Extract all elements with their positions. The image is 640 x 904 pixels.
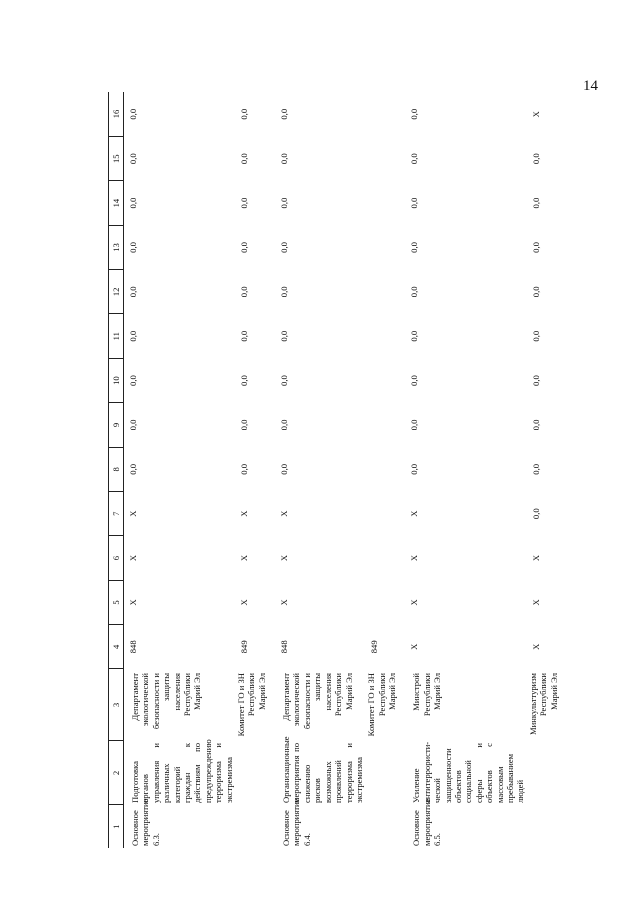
value-cell-col-13: 0,0	[530, 242, 541, 253]
value-cell-col-14: 0,0	[409, 197, 420, 209]
value-cell-col-9	[365, 403, 405, 447]
budget-table	[108, 92, 587, 848]
value-cell-col-16: 0,0	[279, 108, 290, 120]
executor-cell: Комитет ГО и ЗН Республики Марий Эл	[366, 673, 398, 737]
page-number: 14	[583, 78, 598, 94]
header-row	[109, 92, 124, 848]
value-cell-col-12: 0,0	[409, 286, 420, 298]
column-header-10: 10	[109, 358, 124, 402]
value-cell-col-4: 848	[128, 640, 138, 654]
value-cell-col-16: 0,0	[409, 108, 420, 120]
value-cell-col-13: 0,0	[128, 242, 138, 253]
table-row	[124, 92, 236, 848]
table-row	[405, 92, 526, 848]
value-cell-col-6: X	[239, 554, 250, 562]
value-cell-col-11: 0,0	[279, 330, 290, 342]
value-cell-col-14: 0,0	[530, 197, 541, 209]
executor-cell: Минстрой Республики Марий Эл	[411, 673, 443, 717]
value-cell-col-12: 0,0	[128, 286, 138, 298]
value-cell-col-6: X	[128, 554, 138, 562]
table-body	[124, 92, 587, 848]
column-header-12: 12	[109, 270, 124, 314]
measure-name-cell: Усиление антитеррористи-ческой защищенности объектов социальной сферы и объектов с массовым пребыванием людей	[411, 741, 526, 803]
value-cell-col-15: 0,0	[409, 153, 420, 165]
column-header-9: 9	[109, 403, 124, 447]
value-cell-col-13: 0,0	[239, 242, 250, 253]
value-cell-col-14: 0,0	[279, 197, 290, 209]
value-cell-col-10: 0,0	[409, 375, 420, 386]
column-header-16: 16	[109, 92, 124, 137]
value-cell-col-15: 0,0	[530, 153, 541, 165]
value-cell-col-7: X	[239, 510, 250, 517]
table-row	[527, 92, 587, 848]
table-row	[365, 92, 405, 848]
column-header-14: 14	[109, 181, 124, 225]
value-cell-col-12: 0,0	[530, 286, 541, 298]
value-cell-col-9: 0,0	[530, 419, 541, 431]
value-cell-col-16: X	[530, 111, 541, 118]
value-cell-col-10: 0,0	[239, 375, 250, 386]
column-header-5: 5	[109, 580, 124, 624]
value-cell-col-4: 849	[239, 640, 250, 654]
value-cell-col-5: X	[128, 599, 138, 606]
value-cell-col-9: 0,0	[128, 419, 138, 431]
column-header-15: 15	[109, 137, 124, 181]
value-cell-col-14: 0,0	[128, 197, 138, 209]
value-cell-col-13: 0,0	[409, 242, 420, 253]
value-cell-col-4: 848	[279, 640, 290, 654]
value-cell-col-12	[365, 270, 405, 314]
value-cell-col-11: 0,0	[409, 330, 420, 342]
value-cell-col-10: 0,0	[530, 375, 541, 386]
value-cell-col-10: 0,0	[128, 375, 138, 386]
table-row	[275, 92, 365, 848]
value-cell-col-13	[365, 225, 405, 269]
value-cell-col-6: X	[409, 554, 420, 562]
value-cell-col-15: 0,0	[279, 153, 290, 165]
value-cell-col-12: 0,0	[279, 286, 290, 298]
value-cell-col-4: X	[530, 643, 541, 650]
value-cell-col-4: 849	[369, 640, 380, 654]
value-cell-col-6: X	[279, 554, 290, 562]
value-cell-col-6: X	[530, 554, 541, 562]
value-cell-col-7	[365, 492, 405, 536]
measure-name-cell	[365, 741, 405, 805]
value-cell-col-10: 0,0	[279, 375, 290, 386]
value-cell-col-4: X	[409, 643, 420, 650]
value-cell-col-16	[365, 92, 405, 137]
executor-cell: Минкульттуризм Республики Марий Эл	[527, 673, 559, 735]
value-cell-col-7: X	[409, 510, 420, 517]
value-cell-col-14	[365, 181, 405, 225]
measure-name-cell: Организационные мероприятия по снижению рисков возможных проявлений терроризма и экстремизма	[281, 736, 364, 803]
value-cell-col-11	[365, 314, 405, 358]
column-header-6: 6	[109, 536, 124, 580]
value-cell-col-15: 0,0	[239, 153, 250, 165]
value-cell-col-5: X	[239, 599, 250, 606]
column-header-8: 8	[109, 447, 124, 491]
column-header-1: 1	[109, 805, 124, 848]
rotated-table-container	[108, 92, 559, 848]
column-header-2: 2	[109, 741, 124, 805]
value-cell-col-12: 0,0	[239, 286, 250, 298]
measure-name-cell	[527, 741, 587, 805]
value-cell-col-15	[365, 137, 405, 181]
value-cell-col-6	[365, 536, 405, 580]
value-cell-col-8: 0,0	[530, 463, 541, 475]
executor-cell: Комитет ГО и ЗН Республики Марий Эл	[236, 673, 267, 737]
value-cell-col-7: X	[128, 510, 138, 517]
column-header-13: 13	[109, 225, 124, 269]
measure-number-cell: Основное мероприятие 6.5.	[411, 798, 443, 846]
value-cell-col-5: X	[279, 599, 290, 606]
value-cell-col-9: 0,0	[409, 419, 420, 431]
value-cell-col-8: 0,0	[239, 463, 250, 475]
executor-cell: Департамент экологической безопасности и защиты населения Республики Марий Эл	[130, 673, 203, 730]
value-cell-col-10	[365, 358, 405, 402]
value-cell-col-5: X	[409, 599, 420, 606]
value-cell-col-9: 0,0	[239, 419, 250, 431]
value-cell-col-16: 0,0	[239, 108, 250, 120]
measure-number-cell	[235, 805, 275, 848]
value-cell-col-11: 0,0	[530, 330, 541, 342]
value-cell-col-8: 0,0	[279, 463, 290, 475]
measure-number-cell	[527, 805, 587, 848]
value-cell-col-7: 0,0	[530, 508, 541, 520]
column-header-4: 4	[109, 625, 124, 669]
value-cell-col-14: 0,0	[239, 197, 250, 209]
value-cell-col-8	[365, 447, 405, 491]
value-cell-col-16: 0,0	[128, 108, 138, 120]
table-row	[235, 92, 275, 848]
measure-number-cell	[365, 805, 405, 848]
value-cell-col-11: 0,0	[239, 330, 250, 342]
measure-number-cell: Основное мероприятие 6.4.	[281, 798, 312, 846]
value-cell-col-11: 0,0	[128, 330, 138, 342]
measure-name-cell	[235, 741, 275, 805]
value-cell-col-7: X	[279, 510, 290, 517]
measure-name-cell: Подготовка органов управления и различных категорий граждан к действиям по предупреждению терроризма и экстремизма	[130, 739, 234, 803]
value-cell-col-5: X	[530, 599, 541, 606]
column-header-11: 11	[109, 314, 124, 358]
measure-number-cell: Основное мероприятие 6.3.	[130, 798, 161, 846]
value-cell-col-15: 0,0	[128, 153, 138, 165]
column-header-7: 7	[109, 492, 124, 536]
value-cell-col-8: 0,0	[128, 463, 138, 475]
value-cell-col-5	[365, 580, 405, 624]
column-header-3: 3	[109, 669, 124, 741]
value-cell-col-13: 0,0	[279, 242, 290, 253]
value-cell-col-8: 0,0	[409, 463, 420, 475]
executor-cell: Департамент экологической безопасности и защиты населения Республики Марий Эл	[281, 673, 354, 730]
value-cell-col-9: 0,0	[279, 419, 290, 431]
